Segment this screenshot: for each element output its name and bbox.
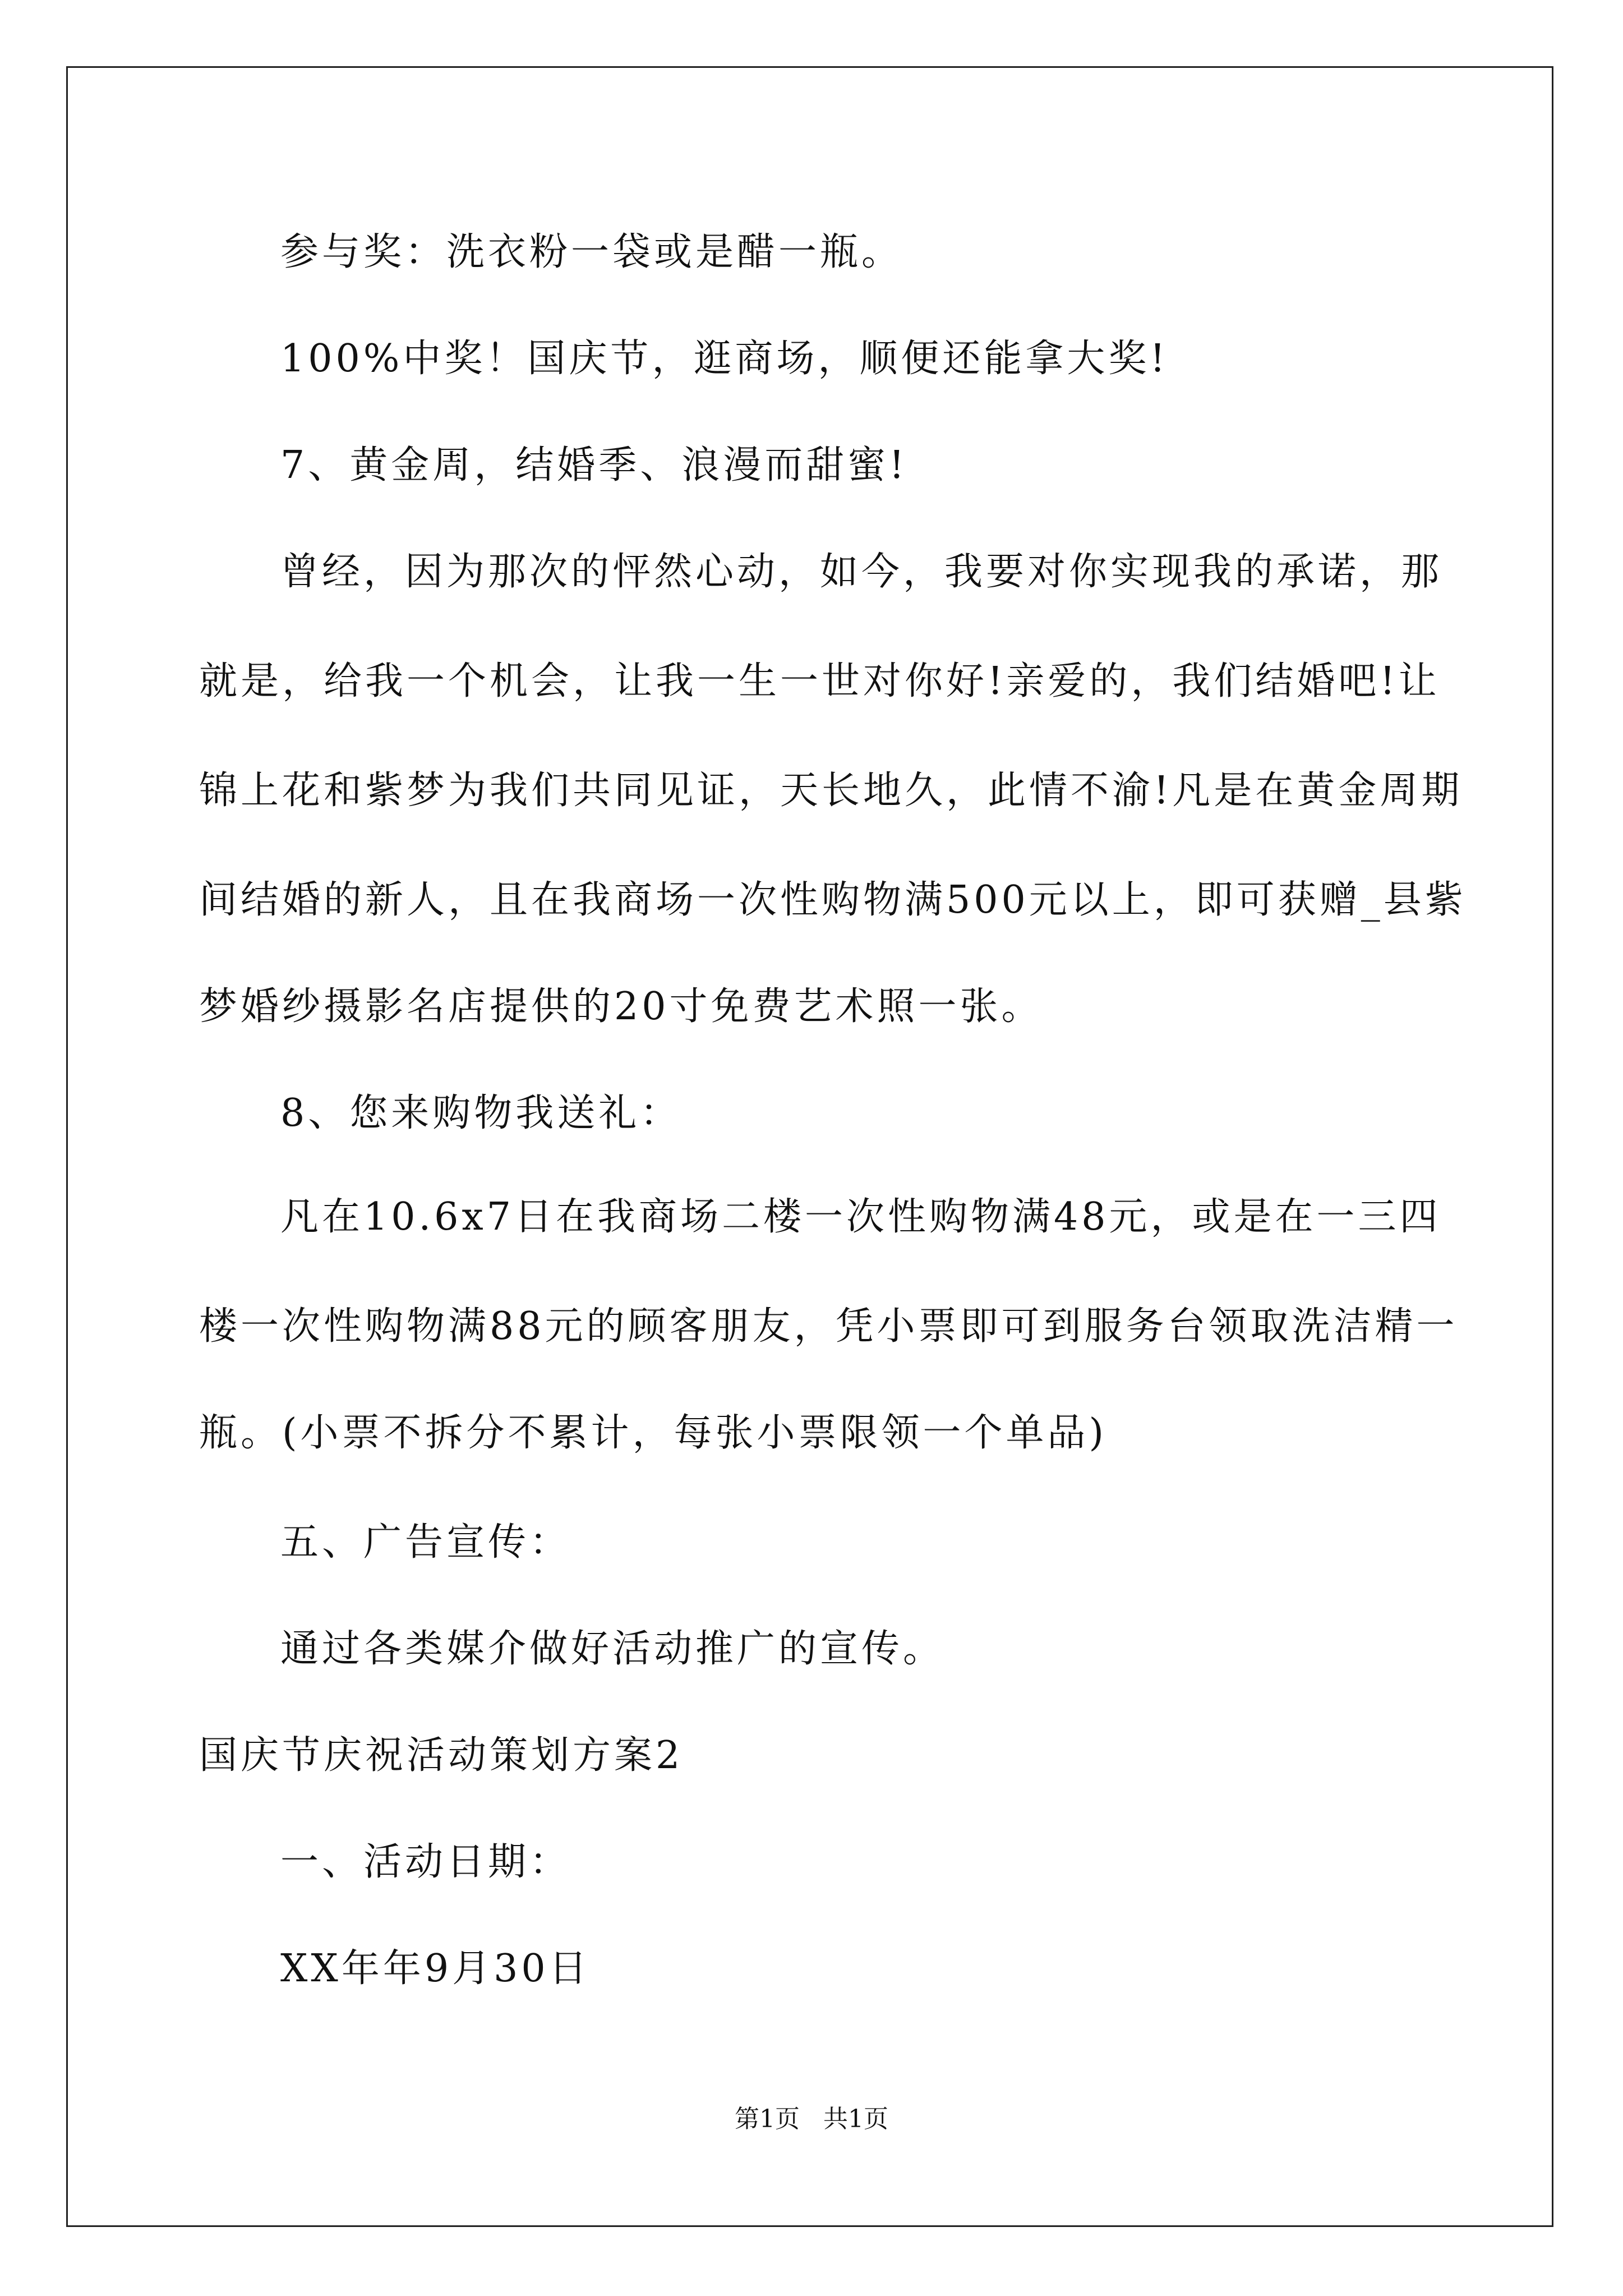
paragraph-line: 通过各类媒介做好活动推广的宣传。: [280, 1627, 945, 1671]
paragraph-line: 瓶。(小票不拆分不累计，每张小票限领一个单品): [199, 1411, 1108, 1455]
paragraph-line: 锦上花和紫梦为我们共同见证，天长地久，此情不渝!凡是在黄金周期: [199, 769, 1463, 813]
page-border: [66, 66, 1553, 2227]
paragraph-line: 100%中奖！国庆节，逛商场，顺便还能拿大奖!: [280, 337, 1169, 381]
paragraph-line: 凡在10.6x7日在我商场二楼一次性购物满48元，或是在一三四: [280, 1195, 1441, 1239]
paragraph-line: 参与奖：洗衣粉一袋或是醋一瓶。: [280, 230, 903, 274]
document-title: 国庆节庆祝活动策划方案2: [199, 1733, 684, 1778]
paragraph-line: 就是，给我一个机会，让我一生一世对你好!亲爱的，我们结婚吧!让: [199, 659, 1440, 703]
paragraph-line: 间结婚的新人，且在我商场一次性购物满500元以上，即可获赠_县紫: [199, 878, 1467, 922]
paragraph-line: 7、黄金周，结婚季、浪漫而甜蜜!: [280, 443, 908, 487]
section-heading: 一、活动日期：: [280, 1840, 571, 1884]
page-footer: 第1页 共1页: [735, 2105, 888, 2133]
paragraph-line: 8、您来购物我送礼：: [280, 1091, 682, 1135]
paragraph-line: 梦婚纱摄影名店提供的20寸免费艺术照一张。: [199, 984, 1043, 1029]
paragraph-line: 曾经，因为那次的怦然心动，如今，我要对你实现我的承诺，那: [280, 550, 1443, 594]
paragraph-line: XX年年9月30日: [280, 1947, 591, 1991]
paragraph-line: 楼一次性购物满88元的顾客朋友，凭小票即可到服务台领取洗洁精一: [199, 1304, 1458, 1349]
section-heading: 五、广告宣传：: [280, 1520, 571, 1565]
